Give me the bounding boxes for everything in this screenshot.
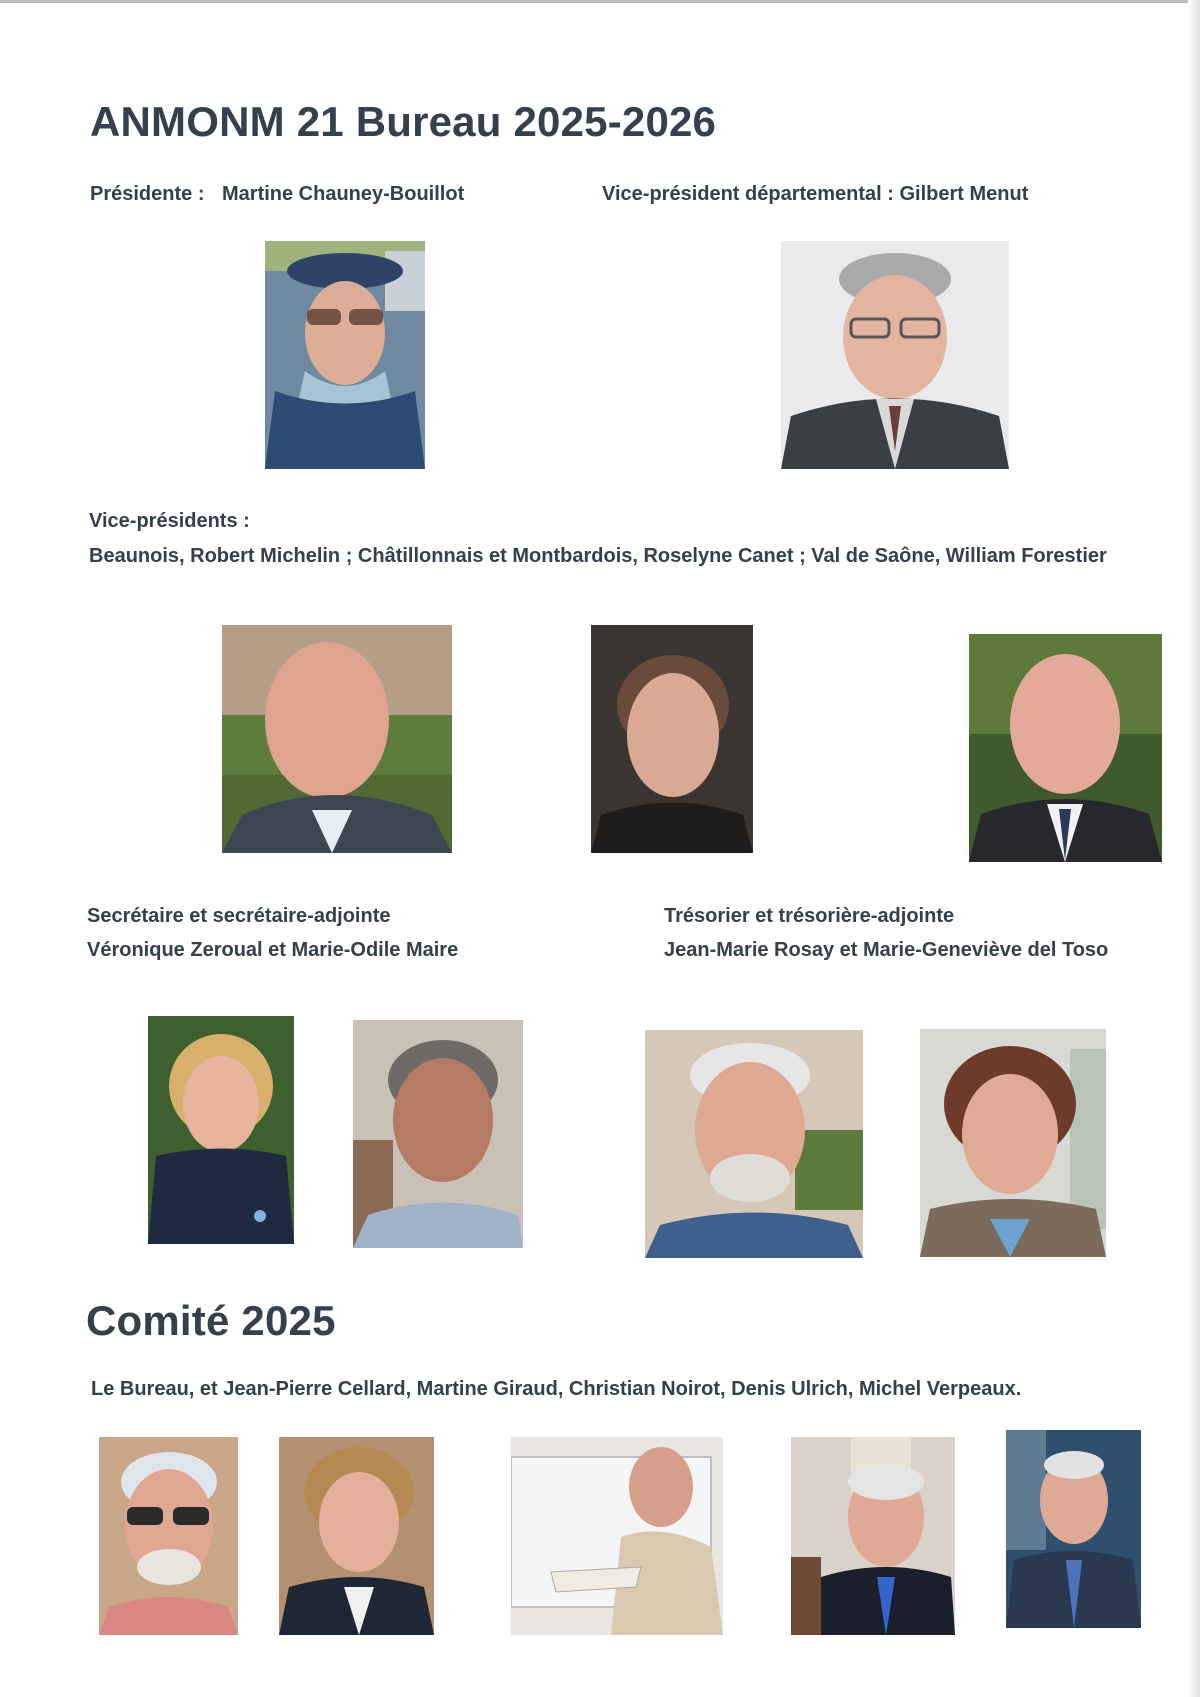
photo-robert-michelin [222, 625, 452, 853]
comite-title: Comité 2025 [86, 1297, 336, 1344]
photo-comite-4 [791, 1437, 955, 1635]
vice-president-departemental: Vice-président départemental : Gilbert Menut [602, 183, 1029, 205]
photo-comite-2 [279, 1437, 434, 1635]
tresoriers-names: Jean-Marie Rosay et Marie-Geneviève del Toso [664, 939, 1109, 961]
secretaires-role: Secrétaire et secrétaire-adjointe [87, 905, 391, 927]
photo-comite-3 [511, 1437, 723, 1635]
photo-vice-president-departemental [781, 241, 1009, 469]
photo-jean-marie-rosay [645, 1030, 863, 1258]
comite-members: Le Bureau, et Jean-Pierre Cellard, Martine Giraud, Christian Noirot, Denis Ulrich, Michel Verpeaux. [91, 1378, 1022, 1400]
vice-presidents-label: Vice-présidents : [89, 510, 250, 532]
photo-veronique-zeroual [148, 1016, 294, 1244]
presidente-name: Martine Chauney-Bouillot [222, 183, 465, 205]
presidente-label: Présidente : [90, 183, 205, 205]
photo-marie-genevieve-del-toso [920, 1029, 1106, 1257]
tresoriers-role: Trésorier et trésorière-adjointe [664, 905, 955, 927]
secretaires-names: Véronique Zeroual et Marie-Odile Maire [87, 939, 459, 961]
page-title: ANMONM 21 Bureau 2025-2026 [90, 98, 717, 145]
photo-presidente [265, 241, 425, 469]
scan-edge-right [1188, 0, 1200, 1697]
vice-presidents-list: Beaunois, Robert Michelin ; Châtillonnais et Montbardois, Roselyne Canet ; Val de Saône, William Forestier [89, 545, 1107, 567]
photo-marie-odile-maire [353, 1020, 523, 1248]
photo-comite-5 [1006, 1430, 1141, 1628]
scan-edge-top [0, 0, 1200, 3]
photo-comite-1 [99, 1437, 238, 1635]
photo-william-forestier [969, 634, 1162, 862]
photo-roselyne-canet [591, 625, 753, 853]
